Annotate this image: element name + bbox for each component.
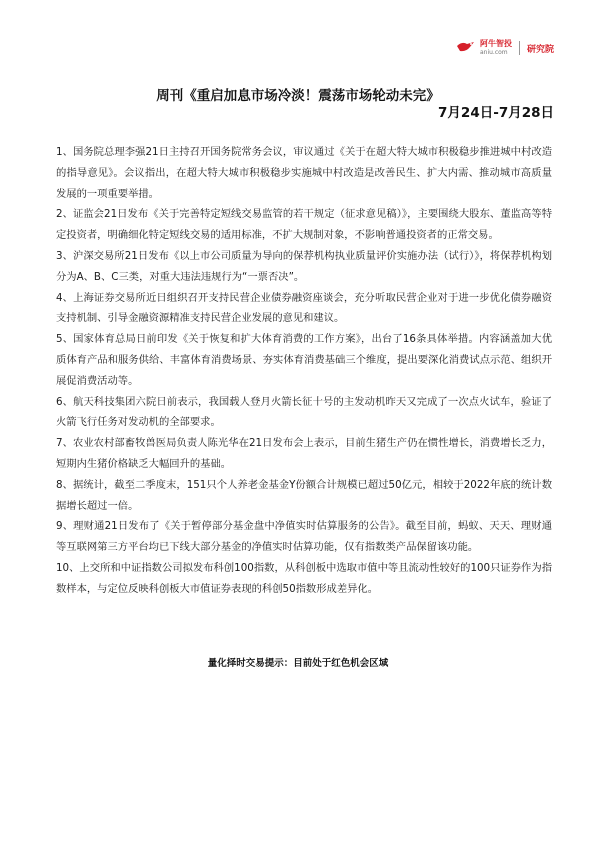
news-item-4: 4、上海证券交易所近日组织召开支持民营企业债券融资座谈会，充分听取民营企业对于进一步优化债券融资支持机制、引导金融资源精准支持民营企业发展的意见和建议。 — [56, 291, 552, 325]
brand-logo — [456, 40, 554, 56]
news-item-7: 7、农业农村部畜牧兽医局负责人陈光华在21日发布会上表示，目前生猪生产仍在惯性增长，消费增长乏力，短期内生猪价格缺乏大幅回升的基础。 — [56, 437, 552, 470]
news-item-3: 3、沪深交易所21日发布《以上市公司质量为导向的保荐机构执业质量评价实施办法（试行）》，将保荐机构划分为A、B、C三类，对重大违法违规行为“一票否决”。 — [56, 249, 552, 283]
news-item-5: 5、国家体育总局日前印发《关于恢复和扩大体育消费的工作方案》，出台了16条具体举措。内容涵盖加大优质体育产品和服务供给、丰富体育消费场景、夯实体育消费基础三个维度，提出要深化消费试点示范、组织开展促消费活动等。 — [56, 333, 552, 387]
brand-url: aniu.com — [479, 49, 508, 56]
news-item-10: 10、上交所和中证指数公司拟发布科创100指数，从科创板中选取市值中等且流动性较好的100只证券作为指数样本，与定位反映科创板大市值证券表现的科创50指数形成差异化。 — [56, 561, 552, 595]
timing-tip: 量化择时交易提示：目前处于红色机会区域 — [207, 658, 389, 669]
page-title: 周刊《重启加息市场冷淡！震荡市场轮动未完》 — [156, 88, 440, 104]
bull-logo-icon — [456, 40, 476, 56]
brand-name: 阿牛智投 — [479, 39, 512, 48]
news-item-1: 1、国务院总理李强21日主持召开国务院常务会议，审议通过《关于在超大特大城市积极稳步推进城中村改造的指导意见》。会议指出，在超大特大城市积极稳步实施城中村改造是改善民生、扩大内需、推动城市高质量发展的一项重要举措。 — [56, 146, 552, 200]
news-item-9: 9、理财通21日发布了《关于暂停部分基金盘中净值实时估算服务的公告》。截至目前，蚂蚁、天天、理财通等互联网第三方平台均已下线大部分基金的净值实时估算功能，仅有指数类产品保留该功能。 — [56, 520, 552, 554]
date-range: 7月24日-7月28日 — [438, 105, 554, 121]
brand-text — [480, 40, 512, 56]
news-list — [56, 142, 552, 600]
news-item-2: 2、证监会21日发布《关于完善特定短线交易监管的若干规定（征求意见稿）》，主要围绕大股东、董监高等特定投资者，明确细化特定短线交易的适用标准，不扩大规制对象，不影响普通投资者的正常交易。 — [56, 208, 552, 242]
logo-divider — [519, 41, 520, 55]
research-label: 研究院 — [526, 44, 554, 55]
news-item-6: 6、航天科技集团六院日前表示，我国载人登月火箭长征十号的主发动机昨天又完成了一次点火试车，验证了火箭飞行任务对发动机的全部要求。 — [56, 395, 552, 429]
news-item-8: 8、据统计，截至二季度末，151只个人养老金基金Y份额合计规模已超过50亿元，相较于2022年底的统计数据增长超过一倍。 — [56, 478, 552, 512]
